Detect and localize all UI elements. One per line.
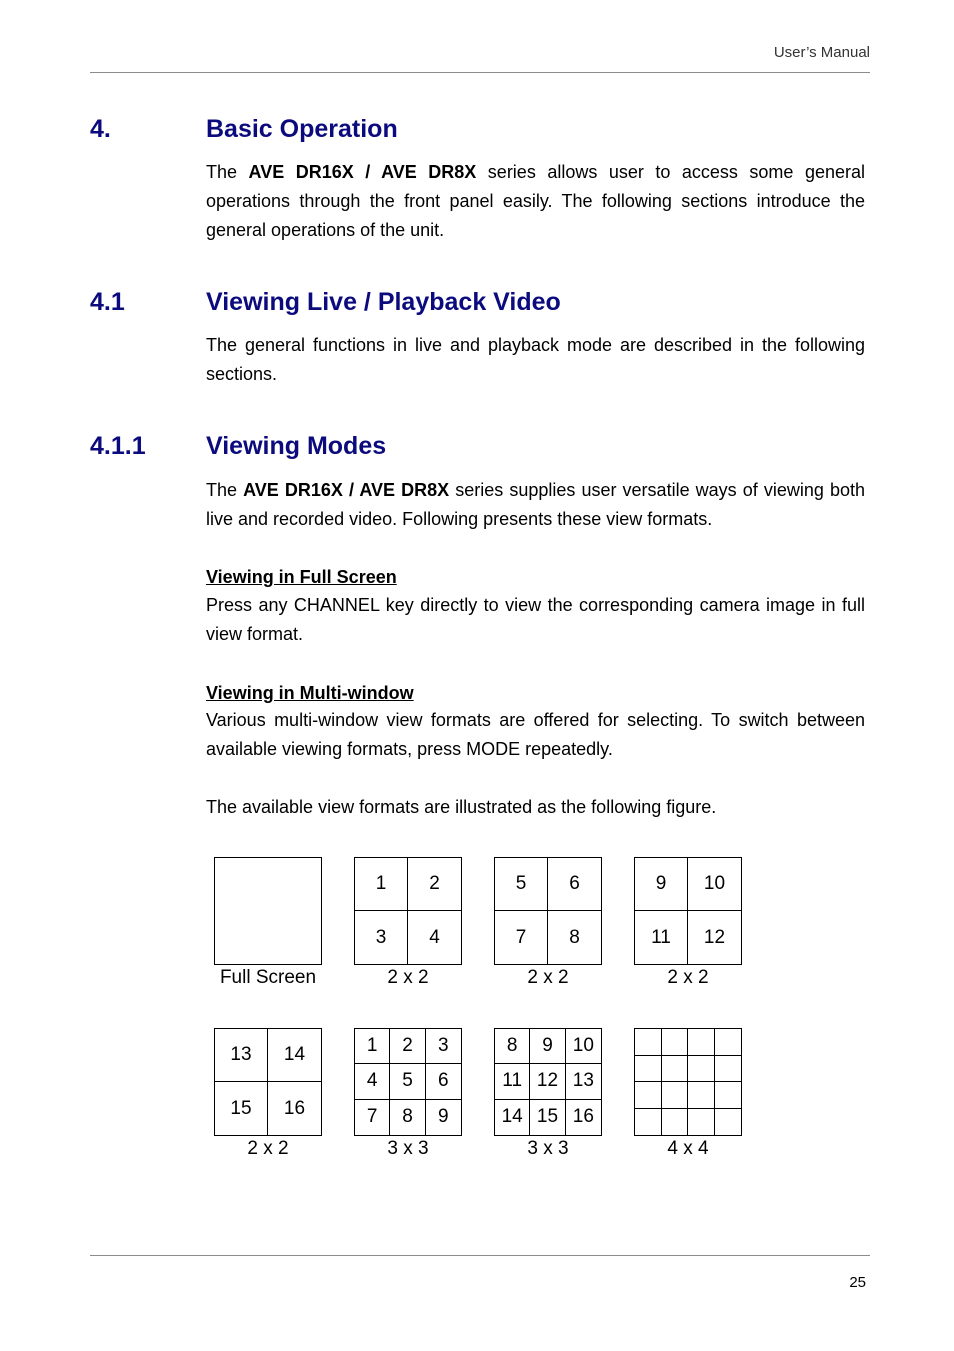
channel-cell (215, 858, 321, 964)
section-number: 4.1.1 (90, 432, 146, 460)
channel-cell: 8 (495, 1029, 530, 1064)
section-4-1-1-paragraph (206, 476, 865, 534)
channel-cell (715, 1029, 742, 1056)
channel-cell: 2 (390, 1029, 425, 1064)
view-format-grid (214, 1028, 322, 1136)
view-format-grid (494, 857, 602, 965)
channel-cell: 8 (569, 926, 580, 948)
full-screen-subheading: Viewing in Full Screen (206, 567, 397, 587)
view-format-label: 2 x 2 (527, 967, 569, 988)
view-format-label: Full Screen (219, 967, 317, 988)
view-format-grid (494, 1028, 602, 1136)
para-text: series allows user to access some general operations through the front panel easily. The following sections introduce the general operations of the unit. (206, 162, 865, 240)
channel-cell: 7 (495, 911, 548, 964)
channel-cell (662, 1082, 689, 1109)
product-name: AVE DR16X / AVE DR8X (243, 480, 450, 500)
view-format-grid (354, 857, 462, 965)
section-title: Basic Operation (206, 115, 398, 143)
channel-cell: 2 (408, 858, 461, 911)
channel-cell: 1 (355, 1029, 390, 1064)
channel-cell (715, 1109, 742, 1136)
para-text: The (206, 480, 244, 500)
channel-cell: 5 (495, 858, 548, 911)
channel-cell (688, 1109, 715, 1136)
channel-cell (688, 1056, 715, 1083)
channel-cell (635, 1029, 662, 1056)
view-format-label: 3 x 3 (527, 1138, 569, 1159)
channel-cell (715, 1056, 742, 1083)
channel-cell: 14 (495, 1100, 530, 1135)
view-format-grid (634, 1028, 742, 1136)
channel-cell: 11 (635, 911, 688, 964)
section-4-paragraph (206, 158, 865, 245)
footer-rule (90, 1255, 870, 1256)
channel-cell: 14 (268, 1029, 321, 1082)
channel-cell: 10 (566, 1029, 601, 1064)
view-format-label: 3 x 3 (387, 1138, 429, 1159)
channel-cell: 8 (390, 1100, 425, 1135)
channel-cell: 7 (355, 1100, 390, 1135)
product-name: AVE DR16X / AVE DR8X (248, 162, 477, 182)
figure-intro-paragraph: The available view formats are illustrated as the following figure. (206, 797, 717, 817)
channel-cell: 12 (530, 1064, 565, 1099)
view-format-label: 4 x 4 (667, 1138, 709, 1159)
channel-cell (662, 1029, 689, 1056)
channel-cell: 11 (495, 1064, 530, 1099)
view-format-grid (214, 857, 322, 965)
channel-cell: 9 (530, 1029, 565, 1064)
channel-cell: 3 (355, 911, 408, 964)
multi-window-paragraph: Various multi-window view formats are offered for selecting. To switch between available viewing formats, press MODE repeatedly. (206, 710, 865, 759)
channel-cell: 3 (426, 1029, 461, 1064)
para-text: series supplies user versatile ways of viewing both live and recorded video. Following presents these view formats. (206, 480, 865, 529)
channel-cell (688, 1029, 715, 1056)
channel-cell: 9 (438, 1106, 449, 1128)
channel-cell: 15 (530, 1100, 565, 1135)
view-format-label: 2 x 2 (667, 967, 709, 988)
view-format-grid (354, 1028, 462, 1136)
channel-cell: 10 (688, 858, 741, 911)
channel-cell: 13 (566, 1064, 601, 1099)
channel-cell: 16 (283, 1097, 306, 1119)
channel-cell: 9 (635, 858, 688, 911)
section-title: Viewing Modes (206, 432, 387, 460)
section-number: 4. (90, 115, 111, 143)
channel-cell: 13 (215, 1029, 268, 1082)
multi-window-subheading: Viewing in Multi-window (206, 683, 414, 703)
channel-cell: 5 (390, 1064, 425, 1099)
channel-cell (715, 1082, 742, 1109)
view-format-label: 2 x 2 (247, 1138, 289, 1159)
channel-cell: 6 (548, 858, 601, 911)
channel-cell: 15 (215, 1082, 268, 1135)
channel-cell: 4 (355, 1064, 390, 1099)
section-4-1-paragraph: The general functions in live and playback mode are described in the following sections. (206, 335, 865, 384)
view-format-label: 2 x 2 (387, 967, 429, 988)
channel-cell (662, 1109, 689, 1136)
channel-cell: 4 (429, 926, 440, 948)
running-header: User’s Manual (773, 44, 870, 61)
channel-cell: 12 (703, 926, 726, 948)
view-format-grid (634, 857, 742, 965)
channel-cell (635, 1109, 662, 1136)
channel-cell (635, 1056, 662, 1083)
para-text: The (206, 162, 249, 182)
channel-cell: 6 (426, 1064, 461, 1099)
page-number: 25 (849, 1274, 866, 1291)
header-rule (90, 72, 870, 73)
channel-cell (688, 1082, 715, 1109)
channel-cell: 1 (355, 858, 408, 911)
full-screen-paragraph: Press any CHANNEL key directly to view the corresponding camera image in full view format. (206, 595, 865, 644)
channel-cell (662, 1056, 689, 1083)
section-number: 4.1 (90, 288, 125, 316)
section-title: Viewing Live / Playback Video (206, 288, 561, 316)
channel-cell (635, 1082, 662, 1109)
channel-cell: 16 (572, 1106, 594, 1128)
